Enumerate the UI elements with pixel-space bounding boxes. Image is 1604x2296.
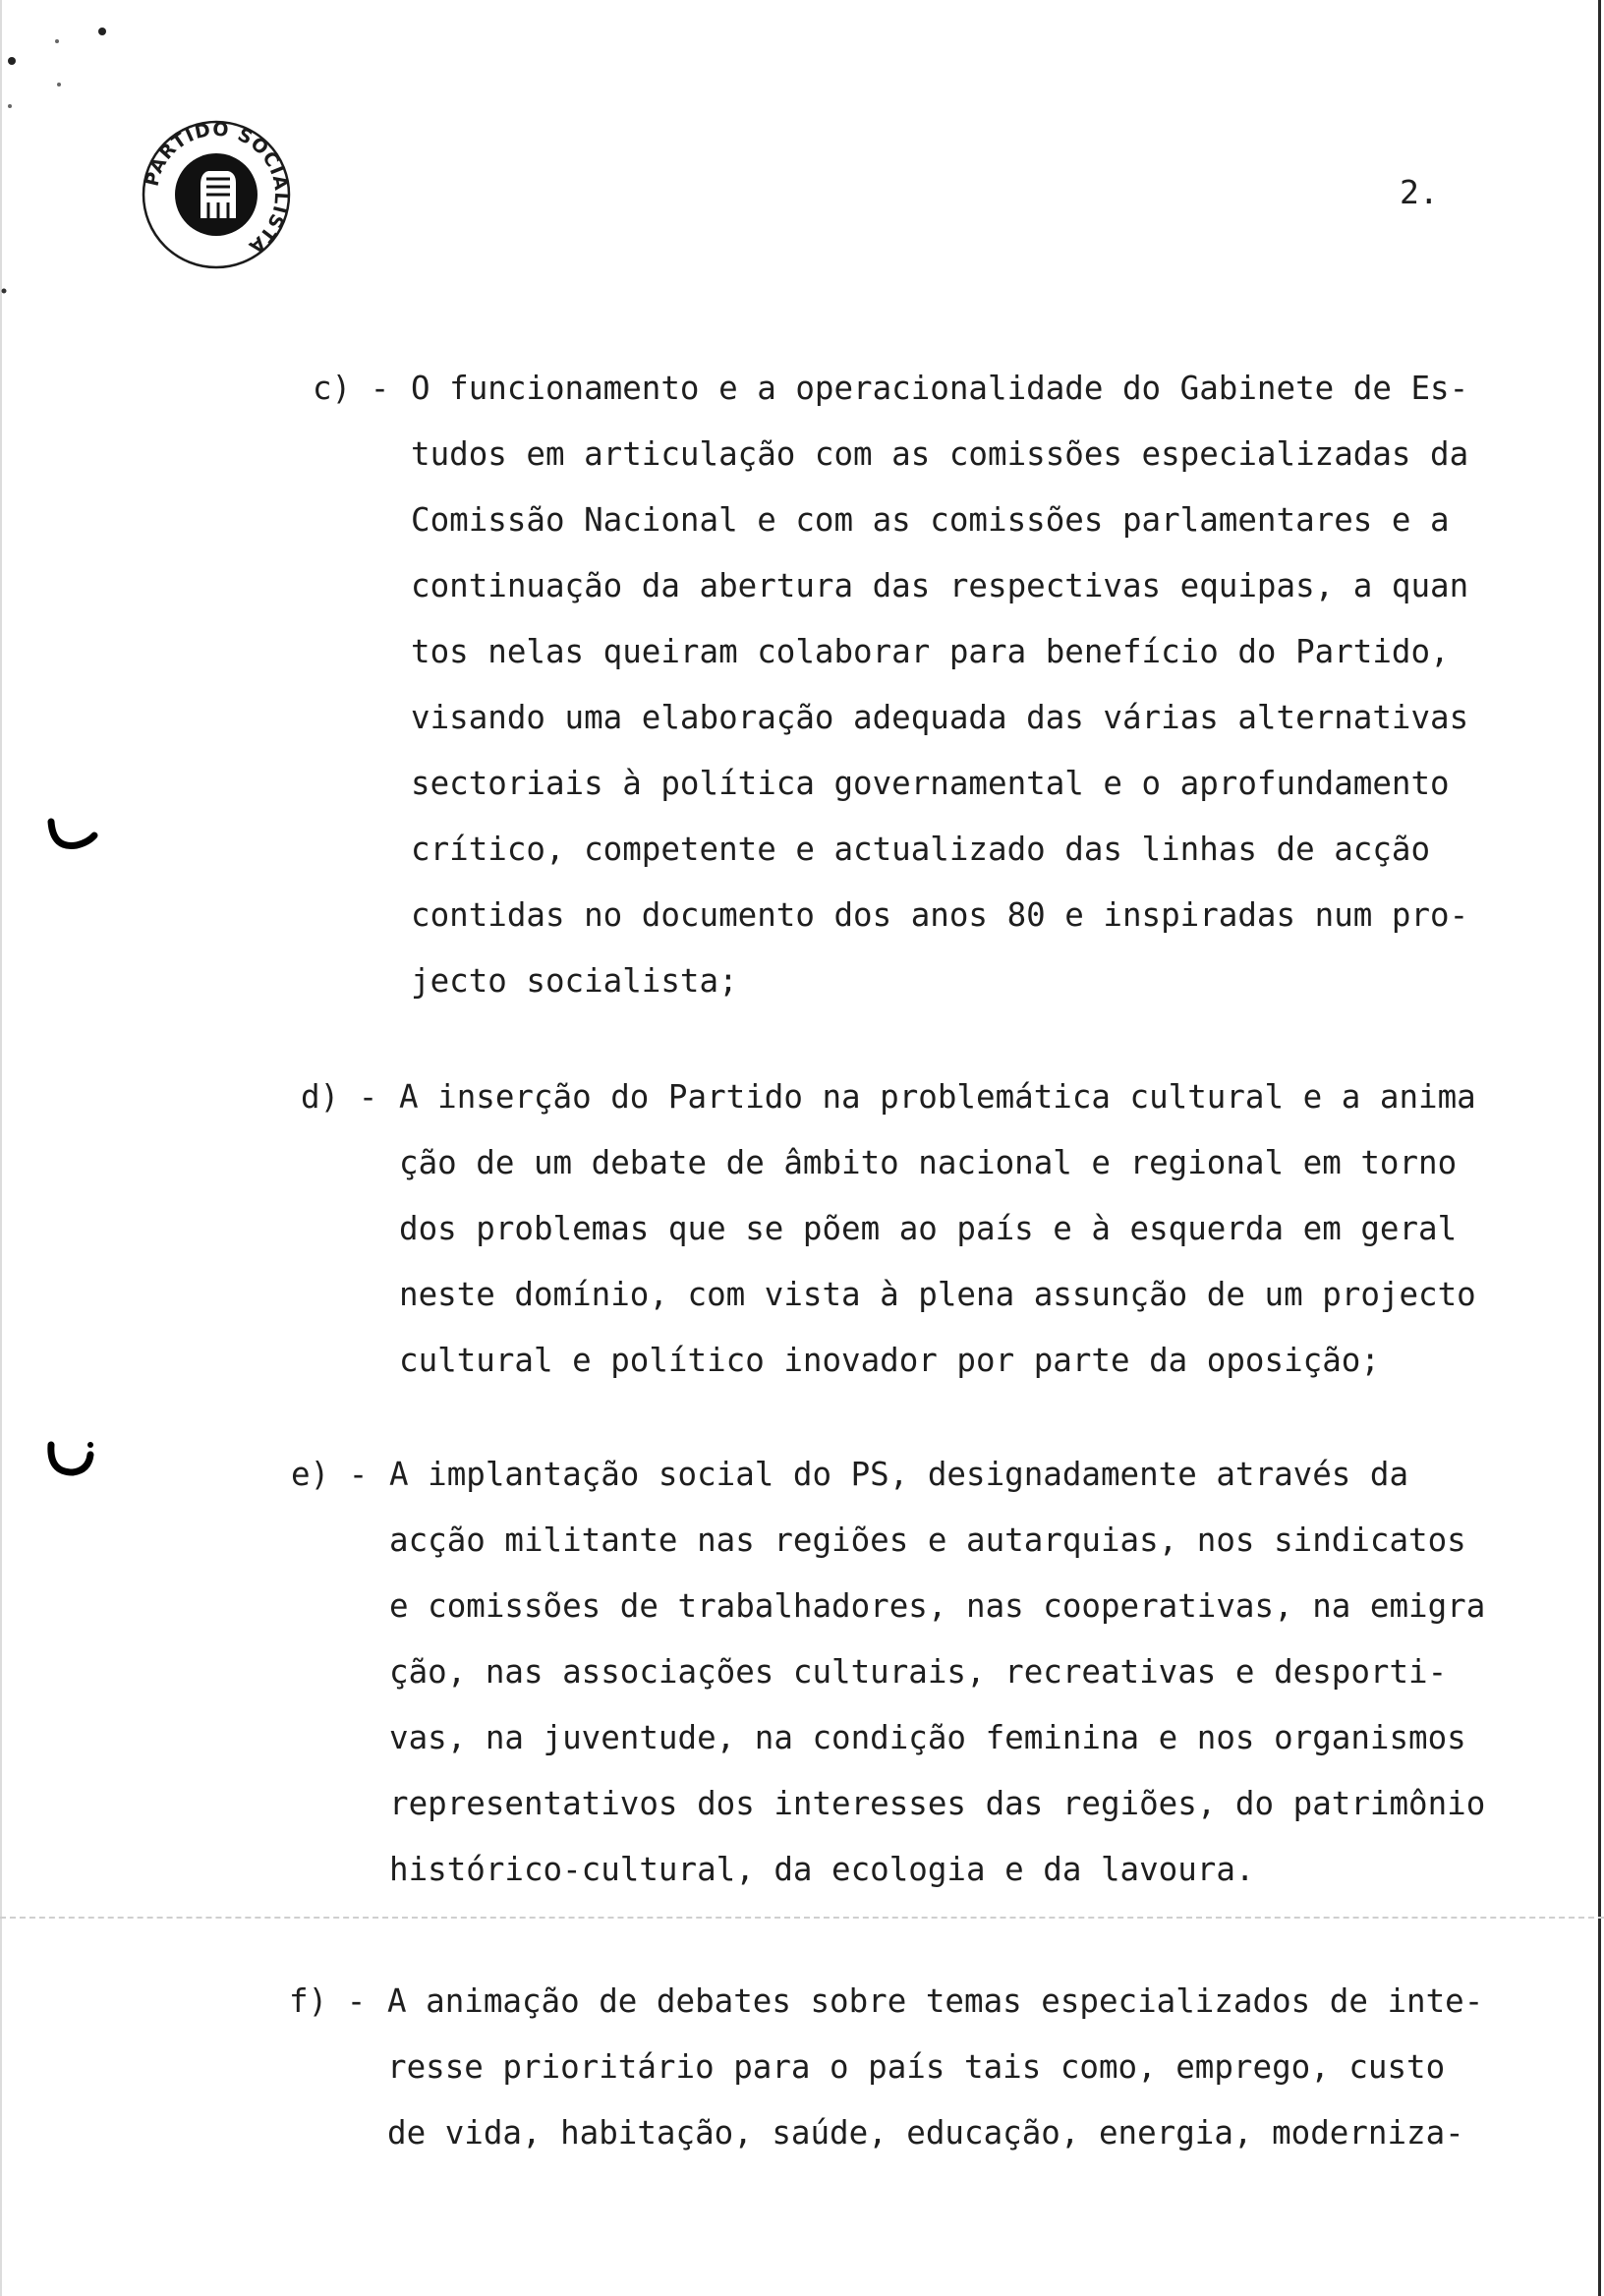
punch-hole-mark-lower xyxy=(43,1435,102,1478)
text-line: A inserção do Partido na problemática cultural e a anima xyxy=(399,1078,1476,1116)
scan-specks xyxy=(0,0,118,315)
text-line: O funcionamento e a operacionalidade do Gabinete de Es- xyxy=(411,370,1469,407)
raised-fist-icon xyxy=(138,116,295,273)
page-fold-line xyxy=(0,1917,1604,1919)
item-text xyxy=(389,1442,1485,1903)
text-line: visando uma elaboração adequada das várias alternativas xyxy=(411,699,1469,736)
item-label: f) - xyxy=(289,1982,367,2020)
text-line: continuação da abertura das respectivas equipas, a quan xyxy=(411,567,1469,604)
item-label: c) - xyxy=(313,370,390,407)
text-line: cultural e político inovador por parte da oposição; xyxy=(399,1342,1380,1379)
text-line: vas, na juventude, na condição feminina e nos organismos xyxy=(389,1719,1466,1756)
text-line: tos nelas queiram colaborar para benefício do Partido, xyxy=(411,633,1450,670)
text-line: jecto socialista; xyxy=(411,962,738,1000)
text-line: representativos dos interesses das regiões, do patrimônio xyxy=(389,1785,1486,1822)
item-text xyxy=(387,1969,1483,2166)
text-line: contidas no documento dos anos 80 e inspiradas num pro- xyxy=(411,896,1469,934)
svg-text:PARTIDO SOCIALISTA: PARTIDO SOCIALISTA xyxy=(141,118,293,258)
text-line: dos problemas que se põem ao país e à esquerda em geral xyxy=(399,1210,1458,1247)
page-left-edge xyxy=(0,0,2,2296)
text-line: Comissão Nacional e com as comissões parlamentares e a xyxy=(411,501,1450,539)
item-text xyxy=(411,356,1468,1014)
text-line: ção de um debate de âmbito nacional e regional em torno xyxy=(399,1144,1458,1181)
text-line: de vida, habitação, saúde, educação, energia, moderniza- xyxy=(387,2114,1464,2152)
text-line: histórico-cultural, da ecologia e da lavoura. xyxy=(389,1851,1255,1888)
page-number: 2. xyxy=(1400,173,1439,211)
text-line: tudos em articulação com as comissões especializadas da xyxy=(411,435,1469,473)
text-line: resse prioritário para o país tais como, emprego, custo xyxy=(387,2048,1446,2086)
text-line: crítico, competente e actualizado das linhas de acção xyxy=(411,831,1431,868)
text-line: neste domínio, com vista à plena assunção de um projecto xyxy=(399,1276,1476,1313)
text-line: sectoriais à política governamental e o aprofundamento xyxy=(411,765,1450,802)
item-label: e) - xyxy=(291,1456,369,1493)
partido-socialista-logo xyxy=(138,116,295,273)
item-label: d) - xyxy=(301,1078,378,1116)
text-line: e comissões de trabalhadores, nas cooperativas, na emigra xyxy=(389,1587,1486,1625)
item-text xyxy=(399,1064,1476,1394)
page-right-edge xyxy=(1598,0,1601,2296)
text-line: A implantação social do PS, designadamente através da xyxy=(389,1456,1409,1493)
text-line: ção, nas associações culturais, recreativas e desporti- xyxy=(389,1653,1448,1691)
text-line: A animação de debates sobre temas especializados de inte- xyxy=(387,1982,1484,2020)
punch-hole-mark-upper xyxy=(43,816,102,855)
text-line: acção militante nas regiões e autarquias, nos sindicatos xyxy=(389,1521,1466,1559)
